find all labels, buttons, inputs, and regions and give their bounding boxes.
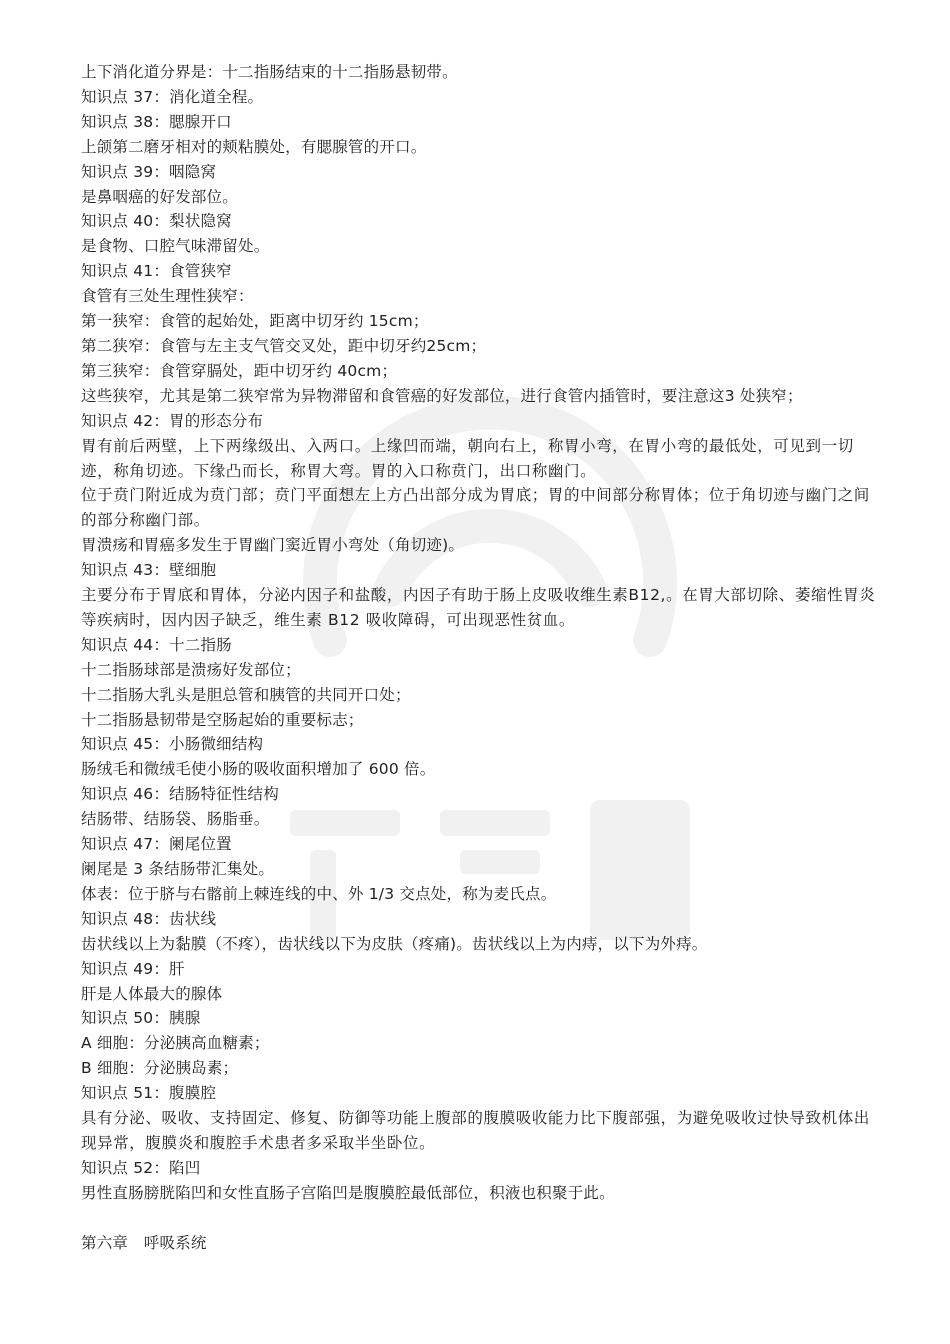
text-line: 第三狭窄：食管穿膈处，距中切牙约 40cm；	[81, 361, 398, 380]
text-line: 体表：位于脐与右髂前上棘连线的中、外 1/3 交点处，称为麦氏点。	[81, 884, 557, 903]
chapter-heading: 第六章 呼吸系统	[81, 1233, 207, 1252]
document-body	[81, 60, 876, 1255]
text-line: 阑尾是 3 条结肠带汇集处。	[81, 860, 275, 878]
knowledge-heading: 知识点 46：结肠特征性结构	[81, 785, 279, 804]
text-line: 十二指肠大乳头是胆总管和胰管的共同开口处；	[81, 685, 411, 704]
text-line: 第二狭窄：食管与左主支气管交叉处，距中切牙约25cm；	[81, 336, 487, 355]
knowledge-heading: 知识点 40：梨状隐窝	[81, 212, 232, 231]
text-line: 上颌第二磨牙相对的颊粘膜处，有腮腺管的开口。	[81, 137, 427, 156]
text-line: 上下消化道分界是：十二指肠结束的十二指肠悬韧带。	[81, 63, 458, 81]
knowledge-heading: 知识点 47：阑尾位置	[81, 835, 232, 854]
text-line: 十二指肠悬韧带是空肠起始的重要标志；	[81, 710, 364, 729]
knowledge-heading: 知识点 41：食管狭窄	[81, 262, 232, 281]
text-line: 是食物、口腔气味滞留处。	[81, 237, 270, 256]
text-line: 是鼻咽癌的好发部位。	[81, 187, 239, 206]
text-line: 结肠带、结肠袋、肠脂垂。	[81, 810, 270, 829]
text-line: 十二指肠球部是溃疡好发部位；	[81, 660, 301, 679]
text-paragraph: 胃有前后两壁，上下两缘级出、入两口。上缘凹而端，朝向右上，称胃小弯，在胃小弯的最低处，可见到一切迹，称角切迹。下缘凸而长，称胃大弯。胃的入口称贲门，出口称幽门。	[81, 436, 854, 480]
text-paragraph: 位于贲门附近成为贲门部；贲门平面想左上方凸出部分成为胃底；胃的中间部分称胃体；位于角切迹与幽门之间的部分称幽门部。	[81, 486, 870, 530]
text-line: 食管有三处生理性狭窄：	[81, 287, 254, 306]
knowledge-heading: 知识点 43：壁细胞	[81, 561, 217, 580]
text-line: A 细胞：分泌胰高血糖素；	[81, 1034, 270, 1053]
text-line: 齿状线以上为黏膜（不疼），齿状线以下为皮肤（疼痛)。齿状线以上为内痔，以下为外痔。	[81, 934, 708, 953]
text-line: 胃溃疡和胃癌多发生于胃幽门窦近胃小弯处（角切迹)。	[81, 536, 465, 555]
knowledge-heading: 知识点 44：十二指肠	[81, 635, 232, 654]
text-line: 肝是人体最大的腺体	[81, 984, 223, 1003]
text-line: 男性直肠膀胱陷凹和女性直肠子宫陷凹是腹膜腔最低部位，积液也积聚于此。	[81, 1183, 615, 1202]
knowledge-heading: 知识点 48：齿状线	[81, 909, 217, 928]
knowledge-heading: 知识点 45：小肠微细结构	[81, 735, 264, 754]
blank-line	[81, 1206, 876, 1231]
text-line: 肠绒毛和微绒毛使小肠的吸收面积增加了 600 倍。	[81, 760, 436, 779]
text-line: B 细胞：分泌胰岛素；	[81, 1059, 239, 1078]
text-paragraph: 主要分布于胃底和胃体，分泌内因子和盐酸，内因子有助于肠上皮吸收维生素B12,。在胃大部切除、萎缩性胃炎等疾病时，因内因子缺乏，维生素 B12 吸收障碍，可出现恶性贫血。	[81, 586, 876, 629]
knowledge-heading: 知识点 50：胰腺	[81, 1009, 201, 1028]
knowledge-heading: 知识点 42：胃的形态分布	[81, 411, 264, 430]
knowledge-heading: 知识点 38：腮腺开口	[81, 112, 232, 131]
text-line: 这些狭窄，尤其是第二狭窄常为异物滞留和食管癌的好发部位，进行食管内插管时，要注意这3 处狭窄；	[81, 386, 803, 405]
knowledge-heading: 知识点 39：咽隐窝	[81, 162, 217, 181]
knowledge-heading: 知识点 52：陷凹	[81, 1158, 201, 1177]
text-line: 第一狭窄：食管的起始处，距离中切牙约 15cm；	[81, 312, 429, 331]
knowledge-heading: 知识点 49：肝	[81, 959, 185, 978]
knowledge-heading: 知识点 51：腹膜腔	[81, 1084, 217, 1103]
text-paragraph: 具有分泌、吸收、支持固定、修复、防御等功能上腹部的腹膜吸收能力比下腹部强，为避免吸收过快导致机体出现异常，腹膜炎和腹腔手术患者多采取半坐卧位。	[81, 1109, 870, 1152]
knowledge-heading: 知识点 37：消化道全程。	[81, 87, 264, 106]
